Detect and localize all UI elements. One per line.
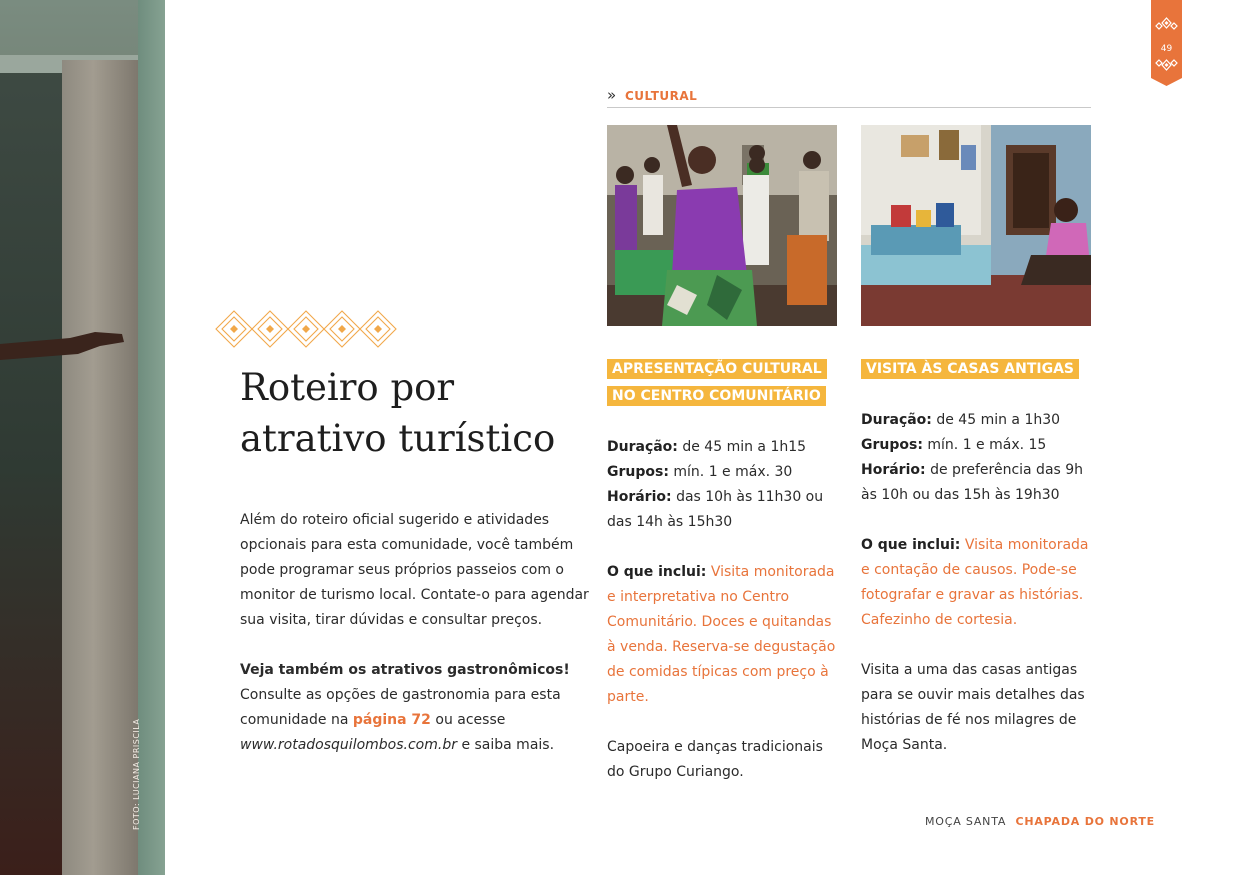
attraction-column-2 — [861, 356, 1093, 783]
page-number-tab — [1151, 0, 1182, 86]
see-also-paragraph — [240, 658, 590, 758]
attraction-1-schedule: das 10h às 11h30 ou das 14h às 15h30 — [607, 489, 824, 530]
section-header — [607, 87, 1091, 108]
intro-paragraph: Além do roteiro oficial sugerido e atividades opcionais para esta comunidade, você também pode programar seus próprios passeios com o monitor de turismo local. Contate-o para agendar sua visita, tirar dúvidas e consultar preços. — [240, 512, 589, 628]
attraction-1-includes-label: O que inclui: — [607, 564, 707, 580]
photo-doorway — [0, 60, 70, 875]
section-label: CULTURAL — [625, 89, 698, 103]
attraction-2-includes-label: O que inclui: — [861, 537, 961, 553]
attraction-2-details — [861, 408, 1093, 508]
attraction-1-includes — [607, 560, 839, 710]
old-house-photo — [861, 125, 1091, 326]
attraction-1-duration-label: Duração: — [607, 439, 678, 455]
attraction-2-includes — [861, 533, 1093, 633]
footer-region: CHAPADA DO NORTE — [1015, 815, 1155, 828]
attraction-2-duration: de 45 min a 1h30 — [936, 412, 1061, 428]
attraction-1-includes-text: Visita monitorada e interpretativa no Centro Comunitário. Doces e quitandas à venda. Reserva-se degustação de comidas típicas com preço à parte. — [607, 564, 836, 705]
attraction-1-groups-label: Grupos: — [607, 464, 669, 480]
page-title: Roteiro por atrativo turístico — [240, 366, 556, 460]
attraction-2-schedule-label: Horário: — [861, 462, 926, 478]
attraction-1-schedule-label: Horário: — [607, 489, 672, 505]
attraction-1-groups: mín. 1 e máx. 30 — [673, 464, 793, 480]
photo-wall — [62, 60, 140, 875]
attraction-2-groups-label: Grupos: — [861, 437, 923, 453]
see-also-end: e saiba mais. — [461, 737, 555, 753]
attraction-1-details — [607, 435, 839, 535]
attraction-column-1 — [607, 356, 839, 810]
attraction-1-name: APRESENTAÇÃO CULTURAL NO CENTRO COMUNITÁRIO — [607, 359, 827, 406]
cultural-presentation-photo — [607, 125, 837, 326]
attraction-2-note: Visita a uma das casas antigas para se ouvir mais detalhes das histórias de fé nos milagres de Moça Santa. — [861, 662, 1085, 753]
attraction-1-note: Capoeira e danças tradicionais do Grupo Curiango. — [607, 739, 823, 780]
double-chevron-icon: » — [607, 86, 617, 104]
attraction-2-duration-label: Duração: — [861, 412, 932, 428]
diamond-ornament-icon — [214, 308, 398, 350]
page-number: 49 — [1160, 44, 1173, 54]
website-link[interactable]: www.rotadosquilombos.com.br — [240, 737, 457, 753]
cover-photo-strip — [0, 0, 165, 875]
footer-community: MOÇA SANTA — [925, 815, 1007, 828]
photo-arm — [0, 330, 125, 364]
see-also-or: ou acesse — [435, 712, 506, 728]
page-reference-link[interactable]: página 72 — [352, 712, 431, 728]
see-also-text: Consulte as opções de gastronomia para esta comunidade na — [240, 687, 561, 728]
attraction-2-name: VISITA ÀS CASAS ANTIGAS — [861, 359, 1079, 379]
photo-credit: FOTO: LUCIANA PRISCILA — [132, 718, 141, 830]
page-footer — [925, 815, 1155, 828]
intro-text-block — [240, 508, 590, 783]
attraction-1-duration: de 45 min a 1h15 — [682, 439, 807, 455]
see-also-heading: Veja também os atrativos gastronômicos! — [240, 662, 570, 678]
attraction-2-schedule: de preferência das 9h às 10h ou das 15h às 19h30 — [861, 462, 1084, 503]
attraction-2-includes-text: Visita monitorada e contação de causos. Pode-se fotografar e gravar as histórias. Cafezinho de cortesia. — [861, 537, 1089, 628]
attraction-2-groups: mín. 1 e máx. 15 — [927, 437, 1047, 453]
